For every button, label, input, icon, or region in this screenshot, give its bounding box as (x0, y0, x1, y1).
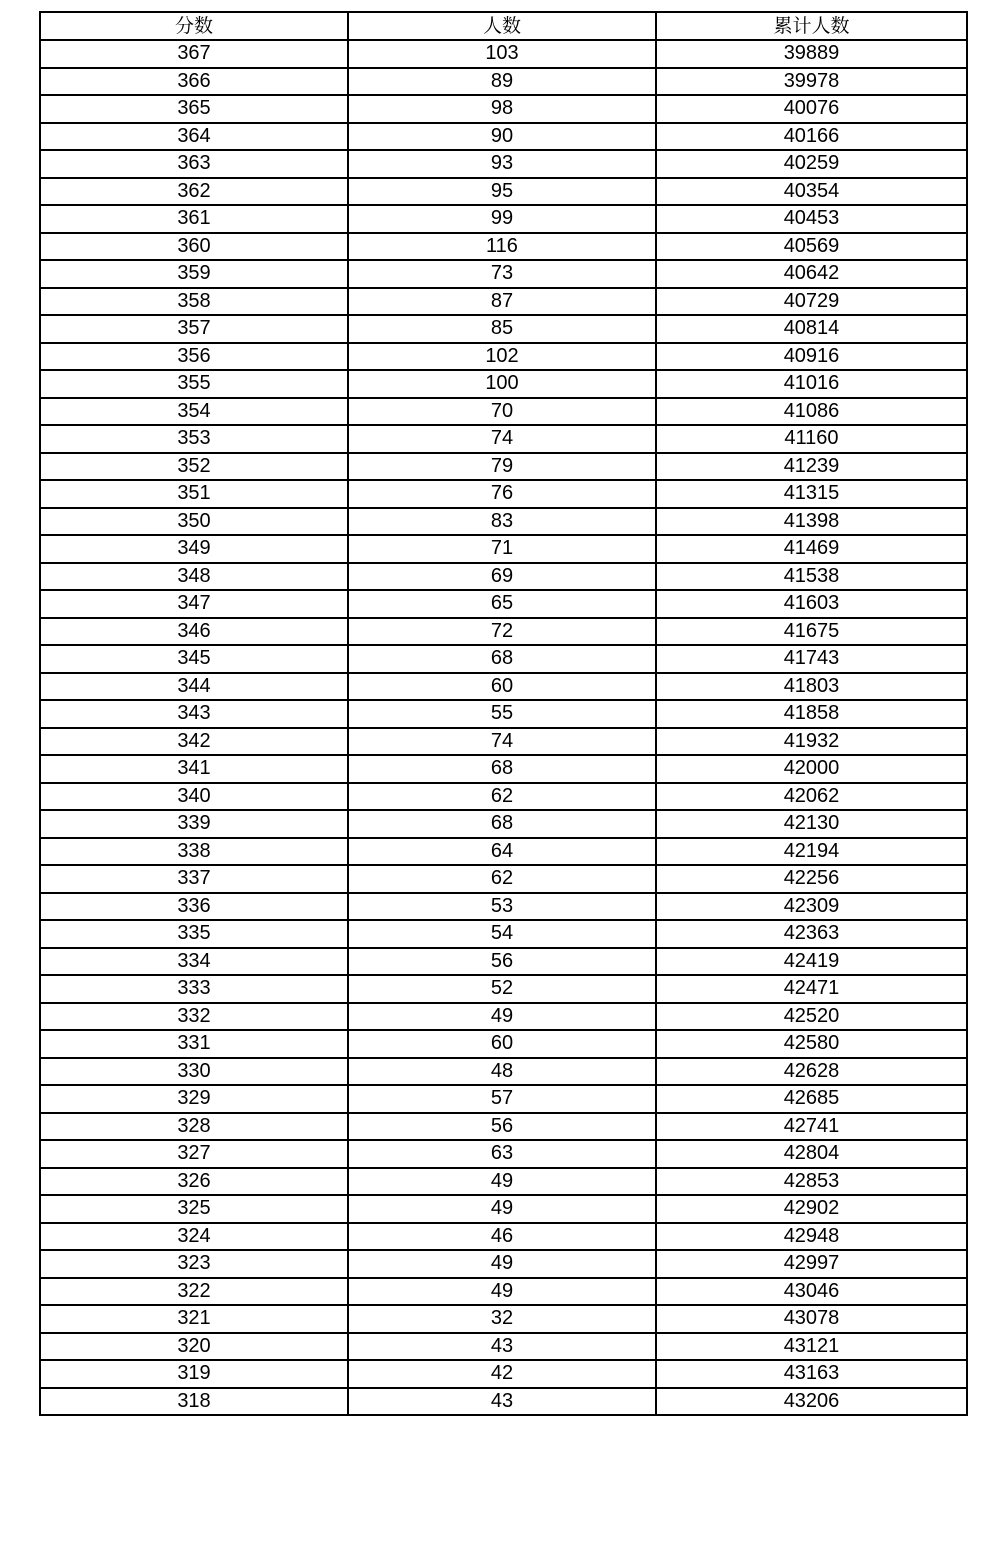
cell-cumulative-count: 42062 (656, 783, 967, 811)
cell-count: 98 (348, 95, 656, 123)
table-row (40, 425, 967, 453)
cell-score: 321 (40, 1305, 348, 1333)
cell-count: 53 (348, 893, 656, 921)
cell-count: 95 (348, 178, 656, 206)
cell-count: 32 (348, 1305, 656, 1333)
cell-count: 68 (348, 645, 656, 673)
cell-score: 320 (40, 1333, 348, 1361)
cell-cumulative-count: 41743 (656, 645, 967, 673)
cell-count: 76 (348, 480, 656, 508)
cell-count: 93 (348, 150, 656, 178)
cell-cumulative-count: 43078 (656, 1305, 967, 1333)
cell-score: 339 (40, 810, 348, 838)
cell-cumulative-count: 42000 (656, 755, 967, 783)
cell-count: 49 (348, 1250, 656, 1278)
cell-score: 365 (40, 95, 348, 123)
cell-score: 349 (40, 535, 348, 563)
cell-cumulative-count: 40569 (656, 233, 967, 261)
cell-score: 338 (40, 838, 348, 866)
table-row (40, 370, 967, 398)
cell-cumulative-count: 42902 (656, 1195, 967, 1223)
cell-cumulative-count: 42130 (656, 810, 967, 838)
cell-cumulative-count: 40453 (656, 205, 967, 233)
table-row (40, 618, 967, 646)
table-row (40, 343, 967, 371)
cell-score: 353 (40, 425, 348, 453)
table-row (40, 865, 967, 893)
table-row (40, 783, 967, 811)
cell-count: 100 (348, 370, 656, 398)
cell-score: 356 (40, 343, 348, 371)
cell-count: 62 (348, 865, 656, 893)
cell-cumulative-count: 42471 (656, 975, 967, 1003)
cell-cumulative-count: 40814 (656, 315, 967, 343)
table-row (40, 123, 967, 151)
cell-cumulative-count: 43163 (656, 1360, 967, 1388)
table-row (40, 398, 967, 426)
table-row (40, 1085, 967, 1113)
cell-score: 334 (40, 948, 348, 976)
cell-cumulative-count: 41160 (656, 425, 967, 453)
table-row (40, 1168, 967, 1196)
cell-score: 330 (40, 1058, 348, 1086)
cell-count: 68 (348, 810, 656, 838)
cell-score: 343 (40, 700, 348, 728)
cell-cumulative-count: 41315 (656, 480, 967, 508)
table-row (40, 838, 967, 866)
cell-score: 364 (40, 123, 348, 151)
cell-cumulative-count: 42804 (656, 1140, 967, 1168)
cell-cumulative-count: 42256 (656, 865, 967, 893)
cell-cumulative-count: 41932 (656, 728, 967, 756)
table-row (40, 673, 967, 701)
cell-cumulative-count: 41803 (656, 673, 967, 701)
table-row (40, 810, 967, 838)
cell-score: 354 (40, 398, 348, 426)
cell-cumulative-count: 42948 (656, 1223, 967, 1251)
table-row (40, 1140, 967, 1168)
cell-score: 367 (40, 40, 348, 68)
cell-cumulative-count: 41603 (656, 590, 967, 618)
table-row (40, 1388, 967, 1416)
cell-score: 348 (40, 563, 348, 591)
cell-count: 60 (348, 1030, 656, 1058)
cell-score: 325 (40, 1195, 348, 1223)
cell-score: 347 (40, 590, 348, 618)
cell-cumulative-count: 40916 (656, 343, 967, 371)
cell-score: 346 (40, 618, 348, 646)
cell-cumulative-count: 41469 (656, 535, 967, 563)
cell-cumulative-count: 41239 (656, 453, 967, 481)
table-row (40, 205, 967, 233)
cell-count: 57 (348, 1085, 656, 1113)
cell-cumulative-count: 42685 (656, 1085, 967, 1113)
cell-count: 74 (348, 425, 656, 453)
cell-score: 355 (40, 370, 348, 398)
cell-cumulative-count: 40642 (656, 260, 967, 288)
table-row (40, 150, 967, 178)
cell-count: 102 (348, 343, 656, 371)
table-row (40, 288, 967, 316)
cell-cumulative-count: 41675 (656, 618, 967, 646)
cell-cumulative-count: 42520 (656, 1003, 967, 1031)
cell-count: 63 (348, 1140, 656, 1168)
table-body (40, 40, 967, 1415)
table-row (40, 68, 967, 96)
cell-cumulative-count: 42194 (656, 838, 967, 866)
cell-score: 358 (40, 288, 348, 316)
cell-score: 366 (40, 68, 348, 96)
cell-count: 65 (348, 590, 656, 618)
cell-score: 363 (40, 150, 348, 178)
cell-score: 328 (40, 1113, 348, 1141)
cell-count: 74 (348, 728, 656, 756)
cell-score: 357 (40, 315, 348, 343)
table-row (40, 920, 967, 948)
cell-score: 342 (40, 728, 348, 756)
cell-count: 49 (348, 1195, 656, 1223)
cell-cumulative-count: 42309 (656, 893, 967, 921)
cell-count: 56 (348, 1113, 656, 1141)
cell-score: 331 (40, 1030, 348, 1058)
table-row (40, 1333, 967, 1361)
cell-cumulative-count: 41398 (656, 508, 967, 536)
table-row (40, 40, 967, 68)
cell-cumulative-count: 41086 (656, 398, 967, 426)
cell-count: 71 (348, 535, 656, 563)
cell-cumulative-count: 43046 (656, 1278, 967, 1306)
table-row (40, 1195, 967, 1223)
cell-count: 99 (348, 205, 656, 233)
cell-count: 48 (348, 1058, 656, 1086)
cell-score: 351 (40, 480, 348, 508)
table-row (40, 508, 967, 536)
table-row (40, 645, 967, 673)
cell-cumulative-count: 40166 (656, 123, 967, 151)
cell-score: 337 (40, 865, 348, 893)
cell-score: 318 (40, 1388, 348, 1416)
cell-cumulative-count: 41016 (656, 370, 967, 398)
cell-score: 345 (40, 645, 348, 673)
cell-count: 42 (348, 1360, 656, 1388)
cell-cumulative-count: 40076 (656, 95, 967, 123)
cell-count: 52 (348, 975, 656, 1003)
table-row (40, 1003, 967, 1031)
table-row (40, 95, 967, 123)
cell-cumulative-count: 42853 (656, 1168, 967, 1196)
cell-score: 344 (40, 673, 348, 701)
cell-score: 329 (40, 1085, 348, 1113)
cell-count: 85 (348, 315, 656, 343)
table-row (40, 1030, 967, 1058)
cell-score: 319 (40, 1360, 348, 1388)
cell-cumulative-count: 40354 (656, 178, 967, 206)
cell-score: 360 (40, 233, 348, 261)
table-row (40, 590, 967, 618)
table-row (40, 315, 967, 343)
cell-count: 72 (348, 618, 656, 646)
table-row (40, 1058, 967, 1086)
cell-score: 335 (40, 920, 348, 948)
cell-cumulative-count: 41538 (656, 563, 967, 591)
cell-count: 49 (348, 1168, 656, 1196)
cell-score: 322 (40, 1278, 348, 1306)
cell-score: 341 (40, 755, 348, 783)
table-row (40, 728, 967, 756)
header-score: 分数 (40, 12, 348, 40)
cell-count: 46 (348, 1223, 656, 1251)
cell-cumulative-count: 42997 (656, 1250, 967, 1278)
table-row (40, 1305, 967, 1333)
header-cumulative-count: 累计人数 (656, 12, 967, 40)
table-row (40, 233, 967, 261)
cell-score: 352 (40, 453, 348, 481)
cell-cumulative-count: 42363 (656, 920, 967, 948)
cell-cumulative-count: 42741 (656, 1113, 967, 1141)
table-row (40, 1223, 967, 1251)
cell-count: 69 (348, 563, 656, 591)
table-row (40, 700, 967, 728)
cell-count: 55 (348, 700, 656, 728)
cell-cumulative-count: 42419 (656, 948, 967, 976)
cell-count: 70 (348, 398, 656, 426)
cell-count: 54 (348, 920, 656, 948)
cell-score: 327 (40, 1140, 348, 1168)
table-row (40, 755, 967, 783)
cell-count: 73 (348, 260, 656, 288)
cell-count: 64 (348, 838, 656, 866)
cell-count: 43 (348, 1333, 656, 1361)
cell-count: 49 (348, 1003, 656, 1031)
table-row (40, 948, 967, 976)
cell-count: 49 (348, 1278, 656, 1306)
table-row (40, 453, 967, 481)
cell-count: 116 (348, 233, 656, 261)
cell-score: 350 (40, 508, 348, 536)
cell-score: 336 (40, 893, 348, 921)
cell-cumulative-count: 40259 (656, 150, 967, 178)
cell-score: 333 (40, 975, 348, 1003)
cell-score: 326 (40, 1168, 348, 1196)
table-row (40, 260, 967, 288)
table-row (40, 1360, 967, 1388)
table-row (40, 535, 967, 563)
cell-count: 56 (348, 948, 656, 976)
table-row (40, 1278, 967, 1306)
table-row (40, 1250, 967, 1278)
cell-cumulative-count: 39978 (656, 68, 967, 96)
cell-count: 90 (348, 123, 656, 151)
table-row (40, 893, 967, 921)
cell-count: 83 (348, 508, 656, 536)
cell-score: 324 (40, 1223, 348, 1251)
table-row (40, 178, 967, 206)
cell-count: 68 (348, 755, 656, 783)
cell-cumulative-count: 39889 (656, 40, 967, 68)
cell-cumulative-count: 41858 (656, 700, 967, 728)
cell-count: 60 (348, 673, 656, 701)
cell-count: 43 (348, 1388, 656, 1416)
score-distribution-table (39, 11, 968, 1416)
cell-cumulative-count: 43206 (656, 1388, 967, 1416)
cell-count: 79 (348, 453, 656, 481)
cell-cumulative-count: 43121 (656, 1333, 967, 1361)
cell-score: 323 (40, 1250, 348, 1278)
cell-count: 62 (348, 783, 656, 811)
cell-score: 361 (40, 205, 348, 233)
table-header-row (40, 12, 967, 40)
cell-count: 87 (348, 288, 656, 316)
table-row (40, 1113, 967, 1141)
cell-cumulative-count: 42628 (656, 1058, 967, 1086)
cell-score: 340 (40, 783, 348, 811)
cell-cumulative-count: 40729 (656, 288, 967, 316)
cell-cumulative-count: 42580 (656, 1030, 967, 1058)
cell-count: 89 (348, 68, 656, 96)
cell-score: 359 (40, 260, 348, 288)
table-row (40, 975, 967, 1003)
header-count: 人数 (348, 12, 656, 40)
table-row (40, 563, 967, 591)
cell-score: 362 (40, 178, 348, 206)
cell-count: 103 (348, 40, 656, 68)
cell-score: 332 (40, 1003, 348, 1031)
table-row (40, 480, 967, 508)
